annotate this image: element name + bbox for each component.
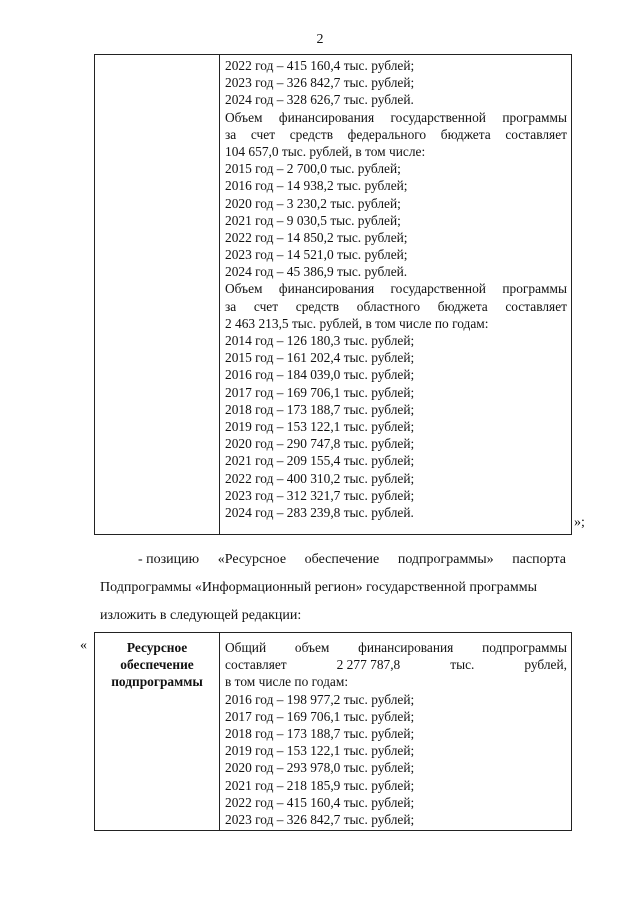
word: за [225,298,237,314]
word: бюджета [437,298,488,314]
word: Объем [225,281,263,297]
label-line: Ресурсное [126,640,188,655]
total-paragraph-line3: в том числе по годам: [225,674,349,690]
word: финансирования [358,640,454,655]
federal-year-line: 2024 год – 45 386,9 тыс. рублей. [225,264,408,280]
word: - позицию [138,552,200,567]
funding-line: 2024 год – 328 626,7 тыс. рублей. [225,92,414,108]
table1-content-cell [220,55,572,535]
word: областного [356,298,421,314]
resource-provision-table [94,632,572,831]
subprogram-year-line: 2023 год – 326 842,7 тыс. рублей; [225,811,415,827]
word: финансирования [278,281,375,297]
regional-year-line: 2016 год – 184 039,0 тыс. рублей; [225,367,415,383]
regional-year-line: 2023 год – 312 321,7 тыс. рублей; [225,487,415,503]
subprogram-year-line: 2016 год – 198 977,2 тыс. рублей; [225,691,415,707]
subprogram-year-line: 2019 год – 153 122,1 тыс. рублей; [225,743,415,759]
instruction-line3: изложить в следующей редакции: [100,608,302,623]
word: государственной [390,109,486,125]
word: «Ресурсное [217,552,287,567]
word: составляет [505,298,567,314]
word: счет [253,298,279,314]
page-number: 2 [316,32,324,47]
regional-total-line: 2 463 213,5 тыс. рублей, в том числе по годам: [225,315,489,331]
regional-year-line: 2019 год – 153 122,1 тыс. рублей; [225,418,415,434]
federal-year-line: 2016 год – 14 938,2 тыс. рублей; [225,178,408,194]
instruction-line2: Подпрограммы «Информационный регион» государственной программы [100,580,538,595]
federal-year-line: 2022 год – 14 850,2 тыс. рублей; [225,229,408,245]
regional-year-line: 2018 год – 173 188,7 тыс. рублей; [225,401,415,417]
word: тыс. [450,657,475,673]
word: паспорта [512,552,566,567]
word: Общий [225,640,267,655]
word: счет [250,126,276,142]
table2-label-cell [95,633,220,831]
word: рублей, [524,657,567,673]
opening-quote: « [80,638,87,653]
funding-table-continued [94,54,572,535]
word: обеспечение [304,552,380,567]
total-paragraph-line2 [225,656,567,673]
regional-year-line: 2021 год – 209 155,4 тыс. рублей; [225,453,415,469]
subprogram-year-line: 2018 год – 173 188,7 тыс. рублей; [225,725,415,741]
closing-quote: »; [574,515,585,530]
federal-year-line: 2015 год – 2 700,0 тыс. рублей; [225,161,401,177]
word: финансирования [278,109,375,125]
regional-paragraph-line2 [225,298,567,315]
funding-line: 2022 год – 415 160,4 тыс. рублей; [225,58,415,73]
regional-year-line: 2015 год – 161 202,4 тыс. рублей; [225,350,415,366]
regional-year-line: 2017 год – 169 706,1 тыс. рублей; [225,384,415,400]
regional-year-line: 2022 год – 400 310,2 тыс. рублей; [225,470,415,486]
word: программы [502,109,567,125]
subprogram-year-line: 2021 год – 218 185,9 тыс. рублей; [225,777,415,793]
word: за [225,126,237,142]
word: государственной [390,281,486,297]
label-line: подпрограммы [111,674,203,690]
word: 2 277 787,8 [336,657,401,673]
word: федерального [347,126,427,142]
regional-year-line: 2024 год – 283 239,8 тыс. рублей. [225,504,414,520]
regional-paragraph-line1 [225,280,567,297]
word: средств [295,298,340,314]
word: средств [289,126,334,142]
word: Объем [225,109,263,125]
word: бюджета [440,126,491,142]
federal-paragraph-line1 [225,109,567,126]
federal-paragraph-line2 [225,126,567,143]
funding-line: 2023 год – 326 842,7 тыс. рублей; [225,75,415,91]
regional-year-line: 2014 год – 126 180,3 тыс. рублей; [225,333,415,348]
word: составляет [225,657,287,673]
word: подпрограммы [482,640,567,655]
federal-year-line: 2020 год – 3 230,2 тыс. рублей; [225,195,401,211]
total-paragraph-line1 [225,639,567,656]
federal-total-line: 104 657,0 тыс. рублей, в том числе: [225,143,426,159]
label-line: обеспечение [120,657,194,673]
word: подпрограммы» [397,552,494,567]
word: объем [294,640,330,655]
word: составляет [505,126,567,142]
table1-label-cell [95,55,220,535]
federal-year-line: 2021 год – 9 030,5 тыс. рублей; [225,212,401,228]
table2-content-cell [220,633,572,831]
subprogram-year-line: 2022 год – 415 160,4 тыс. рублей; [225,794,415,810]
subprogram-year-line: 2020 год – 293 978,0 тыс. рублей; [225,760,415,776]
instruction-line1 [138,550,566,570]
subprogram-year-line: 2017 год – 169 706,1 тыс. рублей; [225,708,415,724]
federal-year-line: 2023 год – 14 521,0 тыс. рублей; [225,247,408,263]
regional-year-line: 2020 год – 290 747,8 тыс. рублей; [225,436,415,452]
word: программы [502,281,567,297]
